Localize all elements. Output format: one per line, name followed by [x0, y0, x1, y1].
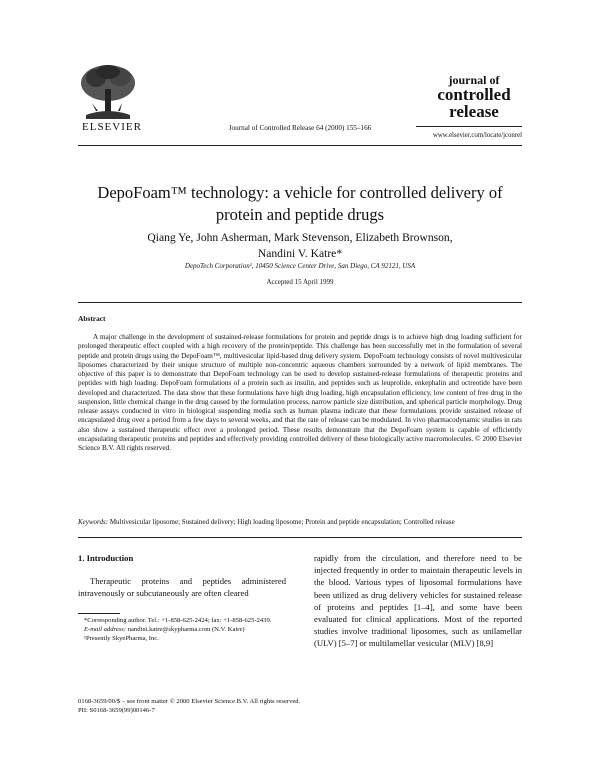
footnote-email — [78, 625, 286, 634]
affiliation: DepoTech Corporation¹, 10450 Science Center Drive, San Diego, CA 92121, USA — [184, 262, 416, 270]
title-line-1: DepoFoam™ technology: a vehicle for controlled delivery of — [97, 183, 503, 202]
front-matter — [78, 697, 378, 715]
authors-line-1: Qiang Ye, John Asherman, Mark Stevenson, Elizabeth Brownson, — [147, 231, 453, 244]
abstract-heading: Abstract — [78, 314, 106, 323]
authors-line-2: Nandini V. Katre* — [257, 247, 343, 260]
journal-logo — [426, 74, 522, 120]
keywords — [78, 518, 522, 526]
header-divider — [78, 145, 522, 146]
abstract-text: A major challenge in the development of sustained-release formulations for protein and peptide drugs is to achieve high drug loading sufficient for prolonged therapeutic effect coupled with a high recovery of the protein/peptide. This challenge has been successfully met in the formulation of several peptide and protein drugs using the DepoFoam™, multivesicular lipid-based drug delivery system. DepoFoam technology consists of novel multivesicular liposomes characterized by their unique structure of multiple non-concentric aqueous chambers surrounded by a network of lipid membranes. The objective of this paper is to demonstrate that DepoFoam technology can be used to develop sustained-release formulations of therapeutic proteins and peptides with high loading. DepoFoam formulations of a protein such as insulin, and peptides such as leuprolide, enkephalin and octreotide have been developed and characterized. The data show that these formulations have high drug loading, high encapsulation efficiency, low content of free drug in the suspension, little chemical change in the drug caused by the formulation process, narrow particle size distribution, and spherical particle morphology. Drug release assays conducted in vitro in biological suspending media such as human plasma indicate that these formulations provide sustained release of encapsulated drug over a period from a few days to several weeks, and that the rate of release can be modulated. In vivo pharmacodynamic studies in rats also show a sustained therapeutic effect over a prolonged period. These results demonstrate that the DepoFoam system is capable of efficiently encapsulating therapeutic proteins and peptides and effectively providing controlled delivery of these biologically active macromolecules. © 2000 Elsevier Science B.V. All rights reserved. — [78, 333, 522, 452]
pii-line: PII: S0168-3659(99)00146-7 — [78, 707, 155, 714]
introduction-heading: 1. Introduction — [78, 553, 134, 563]
footnote-rule — [78, 613, 120, 614]
journal-logo-line1: journal of — [448, 73, 500, 87]
abstract-bottom-divider — [78, 537, 522, 538]
journal-logo-line2: controlled — [437, 85, 511, 104]
keywords-list: Multivesicular liposome; Sustained delivery; High loading liposome; Protein and peptide encapsulation; Controlled release — [108, 518, 455, 526]
intro-paragraph-left: Therapeutic proteins and peptides administered intravenously or subcutaneously are often cleared — [78, 576, 286, 599]
author-list — [0, 230, 600, 262]
journal-logo-line3: release — [449, 102, 499, 121]
journal-logo-rule — [416, 126, 522, 127]
footnote-present-address: ¹Presently SkyePharma, Inc. — [84, 635, 159, 642]
journal-url[interactable]: www.elsevier.com/locate/jconrel — [432, 132, 522, 139]
footnotes — [78, 616, 286, 643]
elsevier-tree-logo — [78, 63, 138, 119]
keywords-label: Keywords: — [78, 518, 109, 526]
left-column — [78, 552, 286, 600]
right-column: rapidly from the circulation, and therefore need to be injected frequently in order to maintain therapeutic levels in the blood. Various types of liposomal formulations have been utilized as drug delivery vehicles for sustained release of proteins and peptides [1–4], and some have been evaluated for clinical applications. Most of the reported studies involve traditional liposomes, such as unilamellar (ULV) [5–7] or multilamellar vesicular (MLV) [8,9] — [314, 553, 522, 649]
publisher-name: ELSEVIER — [82, 121, 142, 133]
issn-line: 0168-3659/00/$ – see front matter © 2000 Elsevier Science B.V. All rights reserved. — [78, 698, 301, 705]
email-label: E-mail address: — [84, 626, 127, 633]
title-line-2: protein and peptide drugs — [215, 205, 385, 224]
accepted-date: Accepted 15 April 1999 — [266, 278, 334, 286]
footnote-corresponding: *Corresponding author. Tel.: +1-858-625-2424; fax: +1-858-625-2439. — [84, 617, 272, 624]
abstract-top-divider — [78, 302, 522, 303]
article-title — [0, 182, 600, 226]
email-address[interactable]: nandini.katre@skypharma.com (N.V. Katre) — [126, 626, 245, 633]
journal-citation: Journal of Controlled Release 64 (2000) 155–166 — [228, 124, 372, 132]
